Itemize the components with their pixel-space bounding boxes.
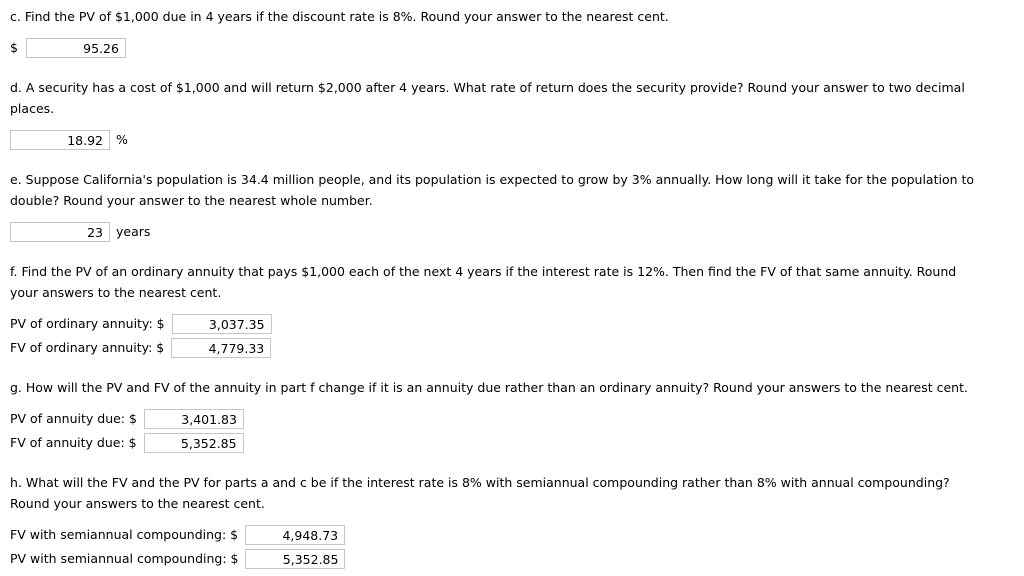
question-g <box>10 377 1014 453</box>
question-c-answer-input[interactable] <box>26 38 126 58</box>
question-e-text-line2: double? Round your answer to the nearest whole number. <box>10 193 373 208</box>
question-e-text-line1: e. Suppose California's population is 34.4 million people, and its population is expected to grow by 3% annually. How long will it take for the population to <box>10 172 975 187</box>
question-h <box>10 472 1014 569</box>
question-e-answer-row <box>10 222 1014 242</box>
question-h-pv-row <box>10 549 1014 569</box>
fv-ordinary-annuity-label: FV of ordinary annuity: $ <box>10 340 165 355</box>
question-f-text-line1: f. Find the PV of an ordinary annuity that pays $1,000 each of the next 4 years if the interest rate is 12%. Then find the FV of that same annuity. Round <box>10 264 957 279</box>
question-f-text-line2: your answers to the nearest cent. <box>10 285 222 300</box>
years-unit-label: years <box>116 224 151 239</box>
question-d <box>10 77 1014 150</box>
question-d-answer-input[interactable] <box>10 130 110 150</box>
question-f-fv-answer-input[interactable] <box>171 338 271 358</box>
pv-annuity-due-label: PV of annuity due: $ <box>10 411 137 426</box>
fv-annuity-due-label: FV of annuity due: $ <box>10 435 137 450</box>
pv-semiannual-compounding-label: PV with semiannual compounding: $ <box>10 551 239 566</box>
pv-ordinary-annuity-label: PV of ordinary annuity: $ <box>10 316 165 331</box>
question-g-pv-answer-input[interactable] <box>144 409 244 429</box>
question-g-fv-answer-input[interactable] <box>144 433 244 453</box>
question-f-pv-row <box>10 314 1014 334</box>
question-g-text: g. How will the PV and FV of the annuity in part f change if it is an annuity due rather than an ordinary annuity? Round your answers to the nearest cent. <box>10 380 968 395</box>
question-g-pv-row <box>10 409 1014 429</box>
dollar-sign-label: $ <box>10 40 18 55</box>
question-h-fv-answer-input[interactable] <box>245 525 345 545</box>
question-c <box>10 6 1014 58</box>
question-c-text: c. Find the PV of $1,000 due in 4 years if the discount rate is 8%. Round your answer to the nearest cent. <box>10 9 669 24</box>
percent-sign-label: % <box>116 132 128 147</box>
question-h-text-line1: h. What will the FV and the PV for parts a and c be if the interest rate is 8% with semiannual compounding rather than 8% with annual compounding? <box>10 475 950 490</box>
question-e <box>10 169 1014 242</box>
question-h-fv-row <box>10 525 1014 545</box>
question-d-text-line2: places. <box>10 101 55 116</box>
question-h-pv-answer-input[interactable] <box>245 549 345 569</box>
question-h-text-line2: Round your answers to the nearest cent. <box>10 496 265 511</box>
fv-semiannual-compounding-label: FV with semiannual compounding: $ <box>10 527 239 542</box>
question-d-text-line1: d. A security has a cost of $1,000 and will return $2,000 after 4 years. What rate of return does the security provide? Round your answer to two decimal <box>10 80 965 95</box>
question-e-answer-input[interactable] <box>10 222 110 242</box>
question-f <box>10 261 1014 358</box>
question-f-fv-row <box>10 338 1014 358</box>
question-g-fv-row <box>10 433 1014 453</box>
question-f-pv-answer-input[interactable] <box>172 314 272 334</box>
question-d-answer-row <box>10 130 1014 150</box>
question-c-answer-row <box>10 38 1014 58</box>
